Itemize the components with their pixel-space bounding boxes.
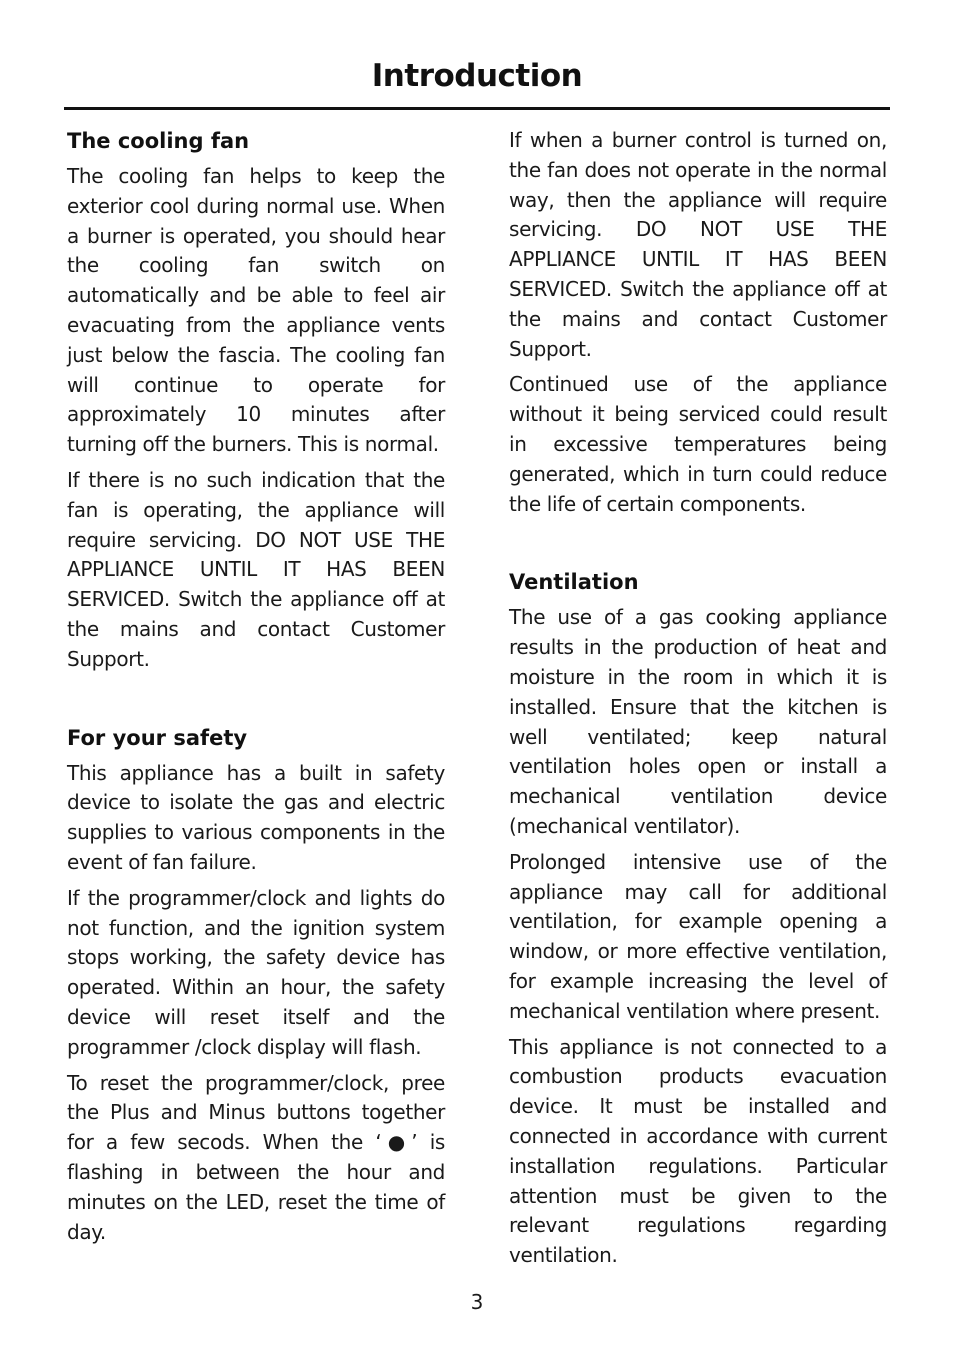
right-column [509, 126, 887, 1277]
burner-control-paragraph-1: If when a burner control is turned on, the fan does not operate in the normal way, then the appliance will require servicing. DO NOT USE THE APPLIANCE UNTIL IT HAS BEEN SERVICED. Switch the appliance off at the mains and contact Customer Support. [509, 128, 887, 361]
safety-paragraph-2: If the programmer/clock and lights do not function, and the ignition system stops working, the safety device has operated. Within an hour, the safety device will reset itself and the programmer /clock display will flash. [67, 885, 445, 1059]
page-number: 3 [470, 1290, 484, 1314]
ventilation-paragraph-2: Prolonged intensive use of the appliance may call for additional ventilation, for example opening a window, or more effective ventilation, for example increasing the level of mechanical ventilation where present. [509, 849, 887, 1023]
cooling-fan-heading: The cooling fan [67, 129, 250, 153]
page-title: Introduction [371, 58, 583, 94]
ventilation-heading: Ventilation [509, 570, 639, 595]
safety-heading: For your safety [67, 725, 248, 750]
cooling-fan-paragraph-2: If there is no such indication that the fan is operating, the appliance will require servicing. DO NOT USE THE APPLIANCE UNTIL IT HAS BEEN SERVICED. Switch the appliance off at the mains and contact Customer Support. [67, 467, 445, 671]
cooling-fan-paragraph-1: The cooling fan helps to keep the exterior cool during normal use. When a burner is operated, you should hear the cooling fan switch on automatically and be able to feel air evacuating from the appliance vents just below the fascia. The cooling fan will continue to operate for approximately 10 minutes after turning off the burners. This is normal. [67, 164, 445, 457]
burner-control-paragraph-2: Continued use of the appliance without it being serviced could result in excessive temperatures being generated, which in turn could reduce the life of certain components. [509, 372, 887, 516]
left-column [67, 126, 445, 1253]
title-divider [64, 107, 890, 110]
safety-paragraph-3: To reset the programmer/clock, pree the Plus and Minus buttons together for a few secods. When the ‘●’ is flashing in between the hour and minutes on the LED, reset the time of day. [67, 1070, 445, 1244]
ventilation-paragraph-1: The use of a gas cooking appliance results in the production of heat and moisture in the room in which it is installed. Ensure that the kitchen is well ventilated; keep natural ventilation holes open or install a mechanical ventilation device (mechanical ventilator). [509, 605, 887, 838]
section-spacer [67, 681, 445, 723]
safety-paragraph-1: This appliance has a built in safety device to isolate the gas and electric supplies to various components in the event of fan failure. [67, 760, 445, 874]
ventilation-paragraph-3: This appliance is not connected to a combustion products evacuation device. It must be installed and connected in accordance with current installation regulations. Particular attention must be given to the relevant regulations regarding ventilation. [509, 1034, 887, 1268]
section-spacer [509, 525, 887, 567]
